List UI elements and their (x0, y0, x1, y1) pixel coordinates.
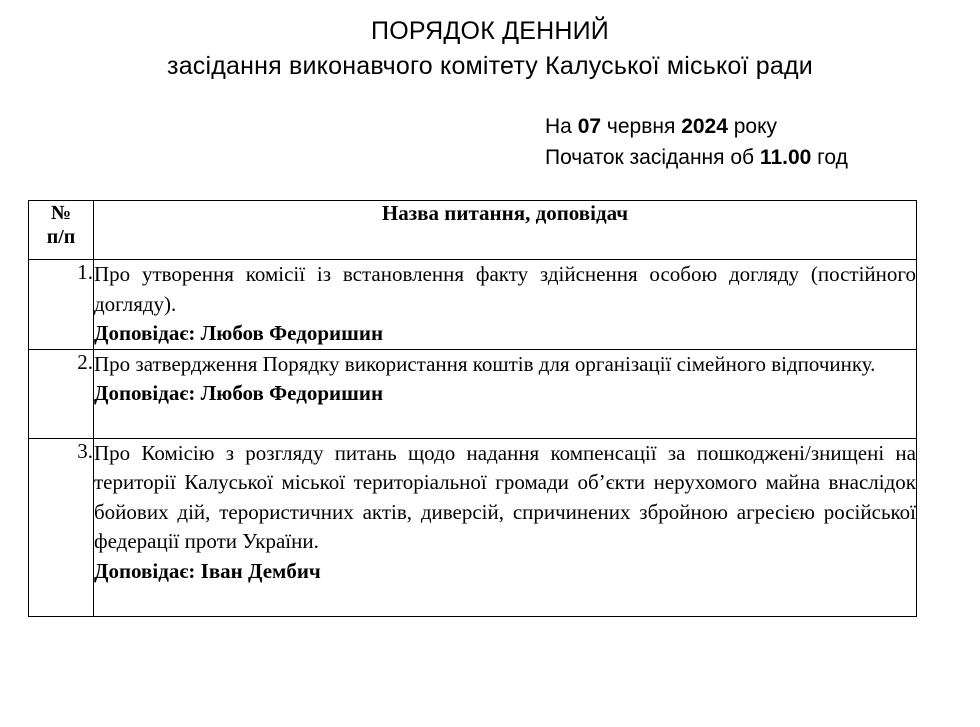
table-row (29, 349, 917, 438)
meeting-date (545, 114, 777, 140)
date-month: червня (606, 115, 676, 138)
row-number: 2. (29, 349, 94, 438)
meeting-start-time (545, 145, 848, 171)
agenda-item-speaker: Доповідає: Любов Федоришин (94, 381, 384, 405)
table-row (29, 438, 917, 616)
column-header-title: Назва питання, доповідач (94, 201, 917, 260)
agenda-item-text: Про утворення комісії із встановлення факту здійснення особою догляду (постійного догляду). (94, 262, 916, 316)
date-prefix: На (545, 115, 572, 138)
agenda-item-text: Про Комісію з розгляду питань щодо надання компенсації за пошкоджені/знищені на території Калуської міської територіальної громади об’єкти нерухомого майна внаслідок бойових дій, терористичних актів, диверсій, спричинених збройною агресією російської федерації проти України. (94, 440, 916, 553)
date-day: 07 (577, 115, 602, 138)
row-number: 3. (29, 438, 94, 616)
column-header-number (29, 201, 94, 260)
agenda-item (94, 260, 917, 350)
document-title: ПОРЯДОК ДЕННИЙ (371, 17, 609, 45)
agenda-item (94, 438, 917, 616)
table-row (29, 260, 917, 350)
start-suffix: год (817, 146, 848, 169)
table-header-row (29, 201, 917, 260)
agenda-item (94, 349, 917, 438)
agenda-table (28, 200, 917, 617)
agenda-item-speaker: Доповідає: Любов Федоришин (94, 321, 384, 345)
agenda-item-speaker: Доповідає: Іван Дембич (94, 558, 321, 583)
date-year: 2024 (681, 115, 728, 138)
date-suffix: року (733, 115, 778, 138)
row-number: 1. (29, 260, 94, 350)
agenda-item-text: Про затвердження Порядку використання коштів для організації сімейного відпочинку. (94, 351, 876, 376)
start-prefix: Початок засідання об (545, 146, 755, 169)
start-time: 11.00 (759, 146, 812, 169)
column-header-number-line2: п/п (46, 226, 76, 248)
document-subtitle: засідання виконавчого комітету Калуської міської ради (167, 52, 813, 80)
column-header-number-line1: № (50, 202, 72, 224)
